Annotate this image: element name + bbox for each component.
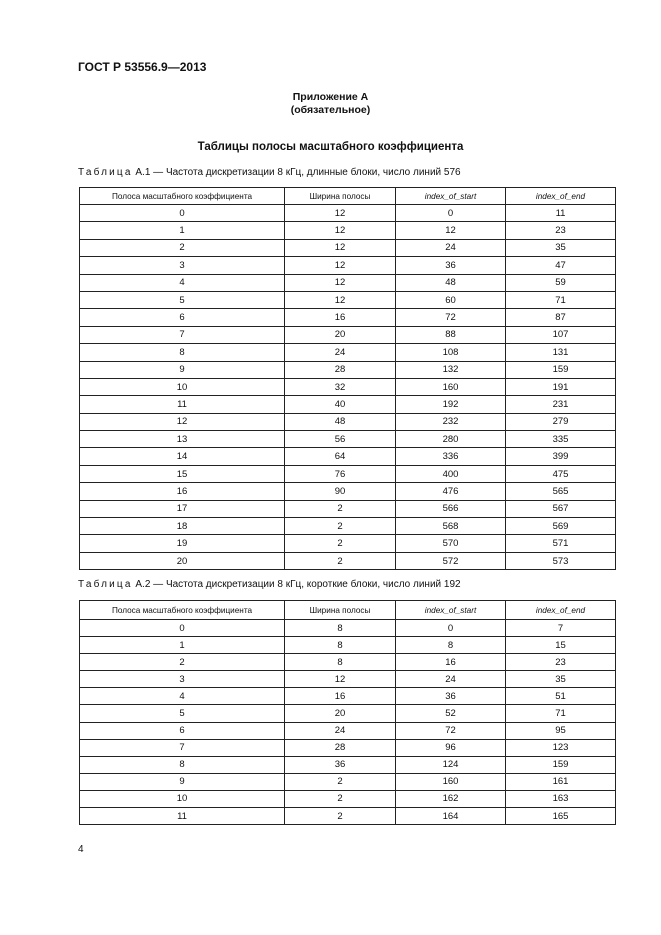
band-cell: 1 <box>80 637 285 654</box>
end-cell: 565 <box>506 483 616 500</box>
appendix-subtitle: (обязательное) <box>290 104 371 116</box>
band-cell: 6 <box>80 309 285 326</box>
table-row <box>80 413 616 430</box>
table-row <box>80 671 616 688</box>
width-cell: 20 <box>285 326 396 343</box>
width-cell: 12 <box>285 257 396 274</box>
width-cell: 8 <box>285 637 396 654</box>
start-cell: 400 <box>396 465 506 482</box>
band-cell: 5 <box>80 291 285 308</box>
band-cell: 17 <box>80 500 285 517</box>
table1-caption <box>78 167 461 178</box>
table-row <box>80 361 616 378</box>
end-cell: 35 <box>506 671 616 688</box>
start-cell: 570 <box>396 535 506 552</box>
end-cell: 35 <box>506 239 616 256</box>
band-cell: 5 <box>80 705 285 722</box>
table2-caption <box>78 579 461 590</box>
end-col-header: index_of_end <box>506 188 616 205</box>
band-cell: 13 <box>80 431 285 448</box>
width-cell: 28 <box>285 739 396 756</box>
band-cell: 9 <box>80 773 285 790</box>
band-cell: 8 <box>80 756 285 773</box>
band-cell: 18 <box>80 518 285 535</box>
band-cell: 3 <box>80 257 285 274</box>
end-cell: 123 <box>506 739 616 756</box>
band-cell: 4 <box>80 688 285 705</box>
table-row <box>80 688 616 705</box>
width-cell: 76 <box>285 465 396 482</box>
start-cell: 108 <box>396 344 506 361</box>
table-row <box>80 239 616 256</box>
table-row <box>80 773 616 790</box>
start-cell: 52 <box>396 705 506 722</box>
end-cell: 163 <box>506 790 616 807</box>
start-cell: 0 <box>396 205 506 222</box>
width-cell: 12 <box>285 205 396 222</box>
end-cell: 11 <box>506 205 616 222</box>
band-cell: 7 <box>80 739 285 756</box>
start-col-header: index_of_start <box>396 188 506 205</box>
table-row <box>80 465 616 482</box>
width-cell: 36 <box>285 756 396 773</box>
start-cell: 160 <box>396 773 506 790</box>
width-cell: 2 <box>285 500 396 517</box>
width-cell: 48 <box>285 413 396 430</box>
end-cell: 335 <box>506 431 616 448</box>
table-row <box>80 756 616 773</box>
start-col-header: index_of_start <box>396 601 506 620</box>
table2-caption-word: Таблица <box>78 579 133 590</box>
band-cell: 11 <box>80 396 285 413</box>
width-cell: 12 <box>285 291 396 308</box>
width-cell: 20 <box>285 705 396 722</box>
start-cell: 8 <box>396 637 506 654</box>
band-cell: 4 <box>80 274 285 291</box>
table2-caption-text: А.2 — Частота дискретизации 8 кГц, короткие блоки, число линий 192 <box>132 579 461 590</box>
table-row <box>80 483 616 500</box>
start-cell: 96 <box>396 739 506 756</box>
start-cell: 192 <box>396 396 506 413</box>
start-cell: 476 <box>396 483 506 500</box>
appendix-title: Приложение А <box>292 91 369 103</box>
width-cell: 16 <box>285 309 396 326</box>
start-cell: 568 <box>396 518 506 535</box>
end-cell: 87 <box>506 309 616 326</box>
band-cell: 1 <box>80 222 285 239</box>
table-row <box>80 396 616 413</box>
table-row <box>80 654 616 671</box>
end-cell: 159 <box>506 361 616 378</box>
table-row <box>80 620 616 637</box>
width-cell: 8 <box>285 620 396 637</box>
table-row <box>80 790 616 807</box>
end-cell: 107 <box>506 326 616 343</box>
table-row <box>80 274 616 291</box>
end-cell: 569 <box>506 518 616 535</box>
band-cell: 10 <box>80 378 285 395</box>
band-cell: 3 <box>80 671 285 688</box>
table1-caption-text: А.1 — Частота дискретизации 8 кГц, длинные блоки, число линий 576 <box>132 167 461 178</box>
end-cell: 567 <box>506 500 616 517</box>
table-row <box>80 326 616 343</box>
page-number: 4 <box>78 844 84 855</box>
width-cell: 40 <box>285 396 396 413</box>
width-cell: 90 <box>285 483 396 500</box>
table-row <box>80 431 616 448</box>
end-cell: 475 <box>506 465 616 482</box>
start-cell: 16 <box>396 654 506 671</box>
start-cell: 232 <box>396 413 506 430</box>
start-cell: 36 <box>396 688 506 705</box>
table-row <box>80 637 616 654</box>
width-cell: 24 <box>285 722 396 739</box>
width-cell: 32 <box>285 378 396 395</box>
end-cell: 131 <box>506 344 616 361</box>
end-cell: 231 <box>506 396 616 413</box>
start-cell: 24 <box>396 239 506 256</box>
start-cell: 336 <box>396 448 506 465</box>
end-cell: 165 <box>506 808 616 825</box>
table-row <box>80 222 616 239</box>
end-cell: 15 <box>506 637 616 654</box>
table-row <box>80 205 616 222</box>
width-cell: 12 <box>285 671 396 688</box>
end-cell: 47 <box>506 257 616 274</box>
band-col-header: Полоса масштабного коэффициента <box>80 188 285 205</box>
width-cell: 28 <box>285 361 396 378</box>
width-cell: 56 <box>285 431 396 448</box>
end-cell: 159 <box>506 756 616 773</box>
band-cell: 11 <box>80 808 285 825</box>
band-cell: 0 <box>80 205 285 222</box>
table-row <box>80 291 616 308</box>
table-row <box>80 705 616 722</box>
band-cell: 6 <box>80 722 285 739</box>
table-row <box>80 448 616 465</box>
end-col-header: index_of_end <box>506 601 616 620</box>
width-cell: 12 <box>285 222 396 239</box>
end-cell: 161 <box>506 773 616 790</box>
end-cell: 71 <box>506 705 616 722</box>
end-cell: 59 <box>506 274 616 291</box>
start-cell: 280 <box>396 431 506 448</box>
start-cell: 124 <box>396 756 506 773</box>
table-row <box>80 309 616 326</box>
start-cell: 72 <box>396 309 506 326</box>
width-cell: 2 <box>285 790 396 807</box>
start-cell: 36 <box>396 257 506 274</box>
width-cell: 2 <box>285 808 396 825</box>
start-cell: 88 <box>396 326 506 343</box>
start-cell: 160 <box>396 378 506 395</box>
end-cell: 191 <box>506 378 616 395</box>
width-cell: 2 <box>285 552 396 569</box>
end-cell: 71 <box>506 291 616 308</box>
end-cell: 51 <box>506 688 616 705</box>
table-row <box>80 808 616 825</box>
start-cell: 72 <box>396 722 506 739</box>
band-cell: 7 <box>80 326 285 343</box>
end-cell: 399 <box>506 448 616 465</box>
band-cell: 14 <box>80 448 285 465</box>
end-cell: 7 <box>506 620 616 637</box>
table-row <box>80 722 616 739</box>
table-row <box>80 344 616 361</box>
band-cell: 15 <box>80 465 285 482</box>
band-cell: 20 <box>80 552 285 569</box>
band-cell: 8 <box>80 344 285 361</box>
band-cell: 2 <box>80 239 285 256</box>
table-row <box>80 500 616 517</box>
end-cell: 95 <box>506 722 616 739</box>
start-cell: 164 <box>396 808 506 825</box>
width-cell: 12 <box>285 239 396 256</box>
table-row <box>80 552 616 569</box>
start-cell: 572 <box>396 552 506 569</box>
start-cell: 60 <box>396 291 506 308</box>
end-cell: 23 <box>506 654 616 671</box>
table-a1 <box>79 187 616 570</box>
section-title: Таблицы полосы масштабного коэффициента <box>197 141 464 153</box>
band-col-header: Полоса масштабного коэффициента <box>80 601 285 620</box>
width-cell: 24 <box>285 344 396 361</box>
start-cell: 48 <box>396 274 506 291</box>
start-cell: 12 <box>396 222 506 239</box>
table-row <box>80 257 616 274</box>
width-cell: 12 <box>285 274 396 291</box>
table1-caption-word: Таблица <box>78 167 133 178</box>
end-cell: 573 <box>506 552 616 569</box>
width-col-header: Ширина полосы <box>285 188 396 205</box>
width-cell: 2 <box>285 535 396 552</box>
band-cell: 19 <box>80 535 285 552</box>
width-col-header: Ширина полосы <box>285 601 396 620</box>
table-row <box>80 518 616 535</box>
appendix-heading <box>0 91 661 117</box>
table-row <box>80 739 616 756</box>
start-cell: 132 <box>396 361 506 378</box>
width-cell: 2 <box>285 773 396 790</box>
document-header: ГОСТ Р 53556.9—2013 <box>78 60 207 74</box>
table-header-row <box>80 188 616 205</box>
width-cell: 16 <box>285 688 396 705</box>
start-cell: 566 <box>396 500 506 517</box>
table-header-row <box>80 601 616 620</box>
start-cell: 0 <box>396 620 506 637</box>
end-cell: 279 <box>506 413 616 430</box>
start-cell: 24 <box>396 671 506 688</box>
width-cell: 64 <box>285 448 396 465</box>
table-a2 <box>79 600 616 825</box>
band-cell: 0 <box>80 620 285 637</box>
band-cell: 2 <box>80 654 285 671</box>
end-cell: 571 <box>506 535 616 552</box>
band-cell: 16 <box>80 483 285 500</box>
band-cell: 10 <box>80 790 285 807</box>
width-cell: 8 <box>285 654 396 671</box>
width-cell: 2 <box>285 518 396 535</box>
table-row <box>80 378 616 395</box>
table-row <box>80 535 616 552</box>
start-cell: 162 <box>396 790 506 807</box>
band-cell: 9 <box>80 361 285 378</box>
end-cell: 23 <box>506 222 616 239</box>
band-cell: 12 <box>80 413 285 430</box>
